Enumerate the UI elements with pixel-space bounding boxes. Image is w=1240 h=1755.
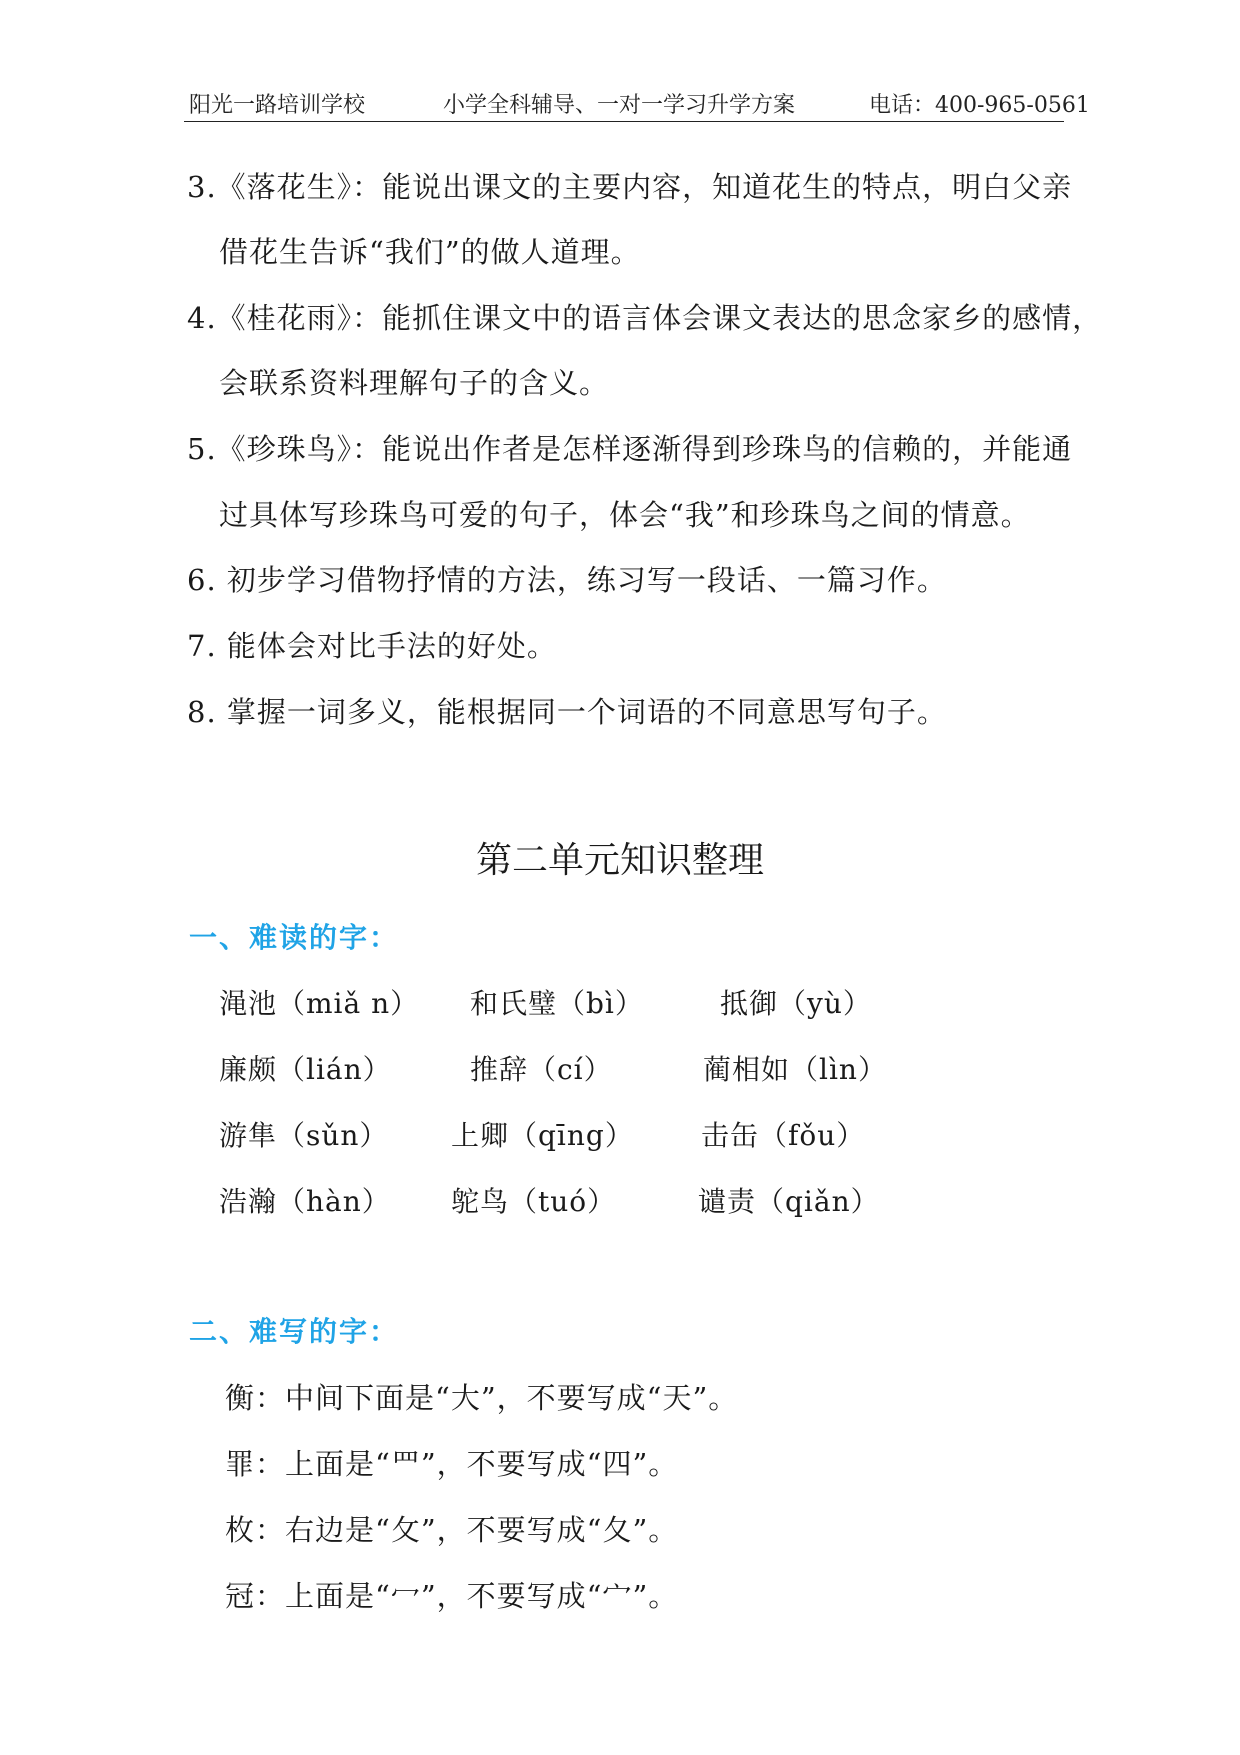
objective-line: 3.《落花生》：能说出课文的主要内容，知道花生的特点，明白父亲	[187, 170, 1073, 204]
pinyin-entry: 浩瀚（hàn）	[219, 1185, 391, 1218]
pinyin-entry: 渑池（miǎ n）	[219, 987, 420, 1020]
header-school-name: 阳光一路培训学校	[189, 93, 366, 118]
pinyin-entry: 和氏璧（bì）	[470, 987, 644, 1020]
hard-to-read-heading: 一、难读的字：	[189, 921, 400, 954]
objective-line: 8. 掌握一词多义，能根据同一个词语的不同意思写句子。	[187, 695, 947, 729]
section-title: 第二单元知识整理	[475, 840, 764, 881]
objective-line: 7. 能体会对比手法的好处。	[187, 629, 557, 663]
pinyin-entry: 谴责（qiǎn）	[698, 1185, 880, 1218]
objective-line: 会联系资料理解句子的含义。	[219, 366, 610, 400]
pinyin-entry: 推辞（cí）	[470, 1053, 613, 1086]
hard-to-write-heading: 二、难写的字：	[189, 1315, 400, 1348]
pinyin-entry: 鸵鸟（tuó）	[451, 1185, 617, 1218]
writing-tip: 罪：上面是“罒”，不要写成“四”。	[225, 1447, 679, 1481]
objective-line: 借花生告诉“我们”的做人道理。	[219, 235, 641, 269]
objective-line: 5.《珍珠鸟》：能说出作者是怎样逐渐得到珍珠鸟的信赖的，并能通	[187, 432, 1073, 466]
pinyin-entry: 廉颇（lián）	[219, 1053, 392, 1086]
pinyin-entry: 抵御（yù）	[720, 987, 872, 1020]
writing-tip: 冠：上面是“冖”，不要写成“宀”。	[225, 1579, 679, 1613]
objective-line: 过具体写珍珠鸟可爱的句子，体会“我”和珍珠鸟之间的情意。	[219, 498, 1031, 532]
pinyin-entry: 上卿（qīng）	[451, 1119, 634, 1152]
header-divider	[184, 121, 1064, 122]
objective-line: 4.《桂花雨》：能抓住课文中的语言体会课文表达的思念家乡的感情，	[187, 301, 1103, 335]
header-phone: 电话：400-965-0561	[869, 93, 1090, 118]
pinyin-entry: 蔺相如（lìn）	[703, 1053, 887, 1086]
writing-tip: 枚：右边是“攵”，不要写成“夂”。	[225, 1513, 679, 1547]
pinyin-entry: 游隼（sǔn）	[219, 1119, 389, 1152]
objective-line: 6. 初步学习借物抒情的方法，练习写一段话、一篇习作。	[187, 563, 947, 597]
pinyin-entry: 击缶（fǒu）	[701, 1119, 866, 1152]
writing-tip: 衡：中间下面是“大”，不要写成“天”。	[225, 1381, 739, 1415]
header-slogan: 小学全科辅导、一对一学习升学方案	[443, 93, 796, 118]
